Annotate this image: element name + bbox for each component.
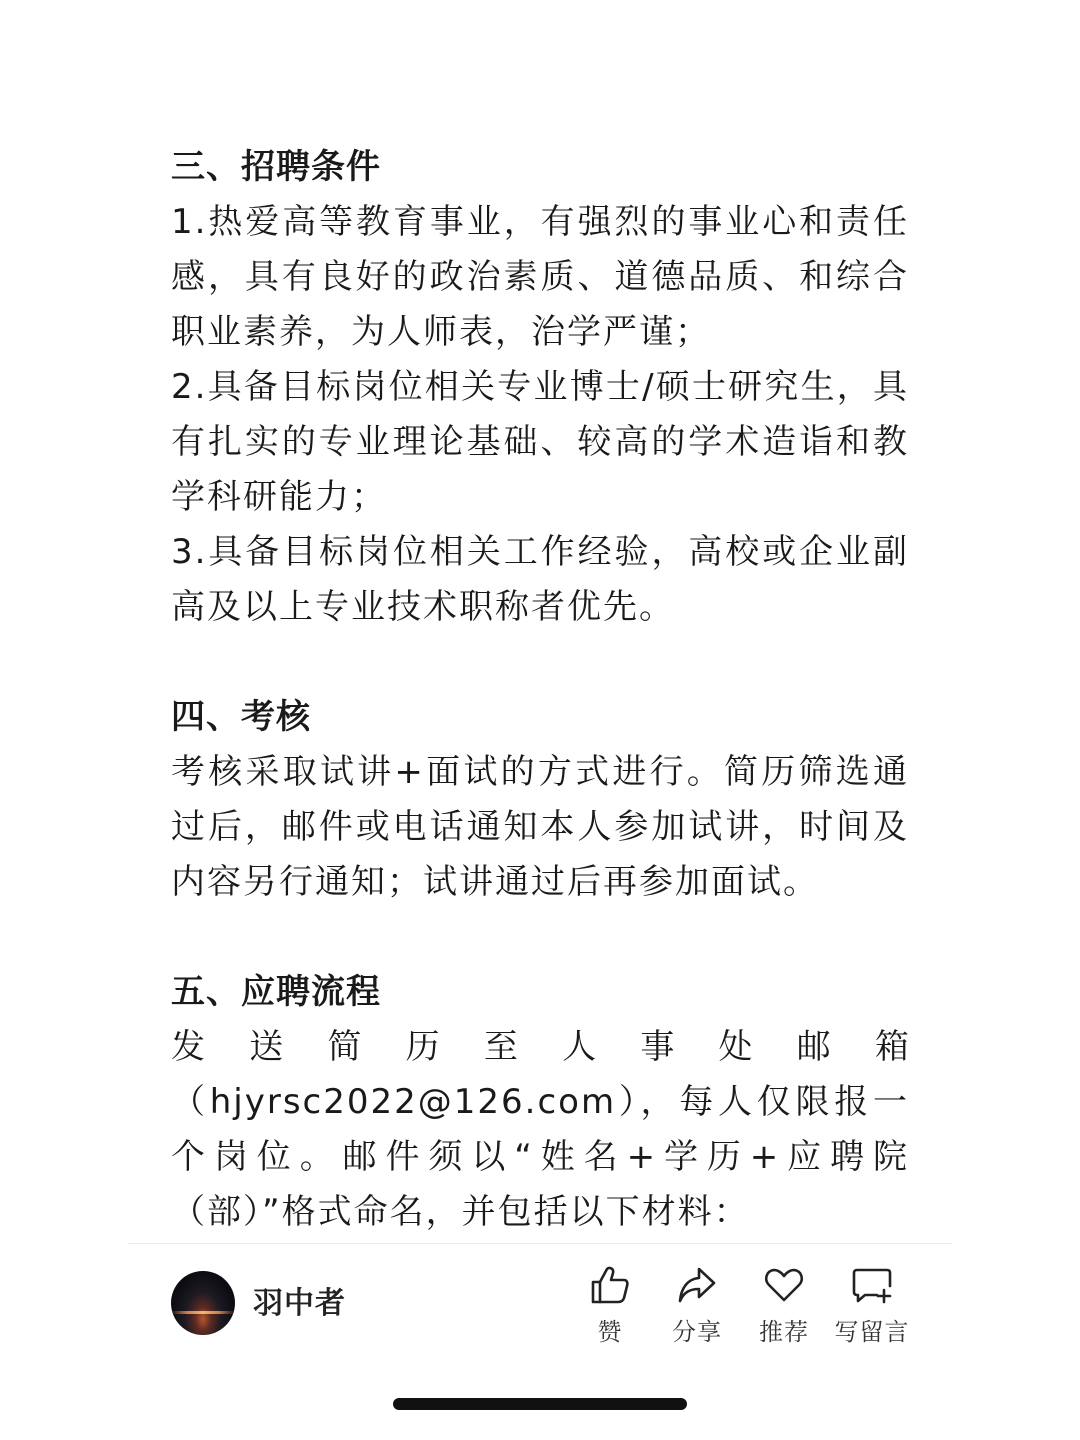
comment-button[interactable] — [827, 1264, 917, 1348]
process-char: 邮 — [796, 1027, 831, 1067]
thumbs-up-icon — [589, 1264, 631, 1306]
article-body — [171, 140, 909, 1240]
section-title-assessment: 四、考核 — [171, 697, 311, 737]
assessment-paragraph: 考核采取试讲+面试的方式进行。简历筛选通过后，邮件或电话通知本人参加试讲，时间及内容另行通知；试讲通过后再参加面试。 — [171, 752, 909, 902]
requirement-item-3: 3.具备目标岗位相关工作经验，高校或企业副高及以上专业技术职称者优先。 — [171, 532, 909, 627]
process-char: 送 — [249, 1027, 284, 1067]
process-char: 箱 — [874, 1027, 909, 1067]
process-char: 事 — [640, 1027, 675, 1067]
process-char: 至 — [483, 1027, 518, 1067]
section-gap — [171, 635, 909, 690]
comment-plus-icon — [851, 1264, 893, 1306]
process-char: 简 — [327, 1027, 362, 1067]
home-indicator[interactable] — [393, 1398, 687, 1410]
process-char: 处 — [718, 1027, 753, 1067]
process-paragraph: （hjyrsc2022@126.com），每人仅限报一个岗位。邮件须以“姓名+学历+应聘院（部）”格式命名，并包括以下材料： — [171, 1082, 909, 1232]
section-gap — [171, 910, 909, 965]
article-footer — [128, 1244, 952, 1364]
process-first-line — [171, 1020, 909, 1075]
heart-icon — [763, 1264, 805, 1306]
requirement-item-2: 2.具备目标岗位相关专业博士/硕士研究生，具有扎实的专业理论基础、较高的学术造诣和教学科研能力； — [171, 367, 909, 517]
requirement-item-1: 1.热爱高等教育事业，有强烈的事业心和责任感，具有良好的政治素质、道德品质、和综合职业素养，为人师表，治学严谨； — [171, 202, 909, 352]
like-button[interactable] — [565, 1264, 655, 1348]
section-title-process: 五、应聘流程 — [171, 972, 381, 1012]
avatar[interactable] — [171, 1271, 235, 1335]
share-icon — [676, 1264, 718, 1306]
share-button[interactable] — [652, 1264, 742, 1348]
process-char: 历 — [405, 1027, 440, 1067]
recommend-label: 推荐 — [759, 1318, 809, 1346]
author-name[interactable]: 羽中者 — [253, 1286, 346, 1321]
process-char: 发 — [171, 1027, 205, 1067]
recommend-button[interactable] — [739, 1264, 829, 1348]
share-label: 分享 — [672, 1318, 722, 1346]
comment-label: 写留言 — [834, 1318, 910, 1346]
section-title-requirements: 三、招聘条件 — [171, 147, 381, 187]
process-char: 人 — [562, 1027, 597, 1067]
like-label: 赞 — [597, 1318, 623, 1346]
